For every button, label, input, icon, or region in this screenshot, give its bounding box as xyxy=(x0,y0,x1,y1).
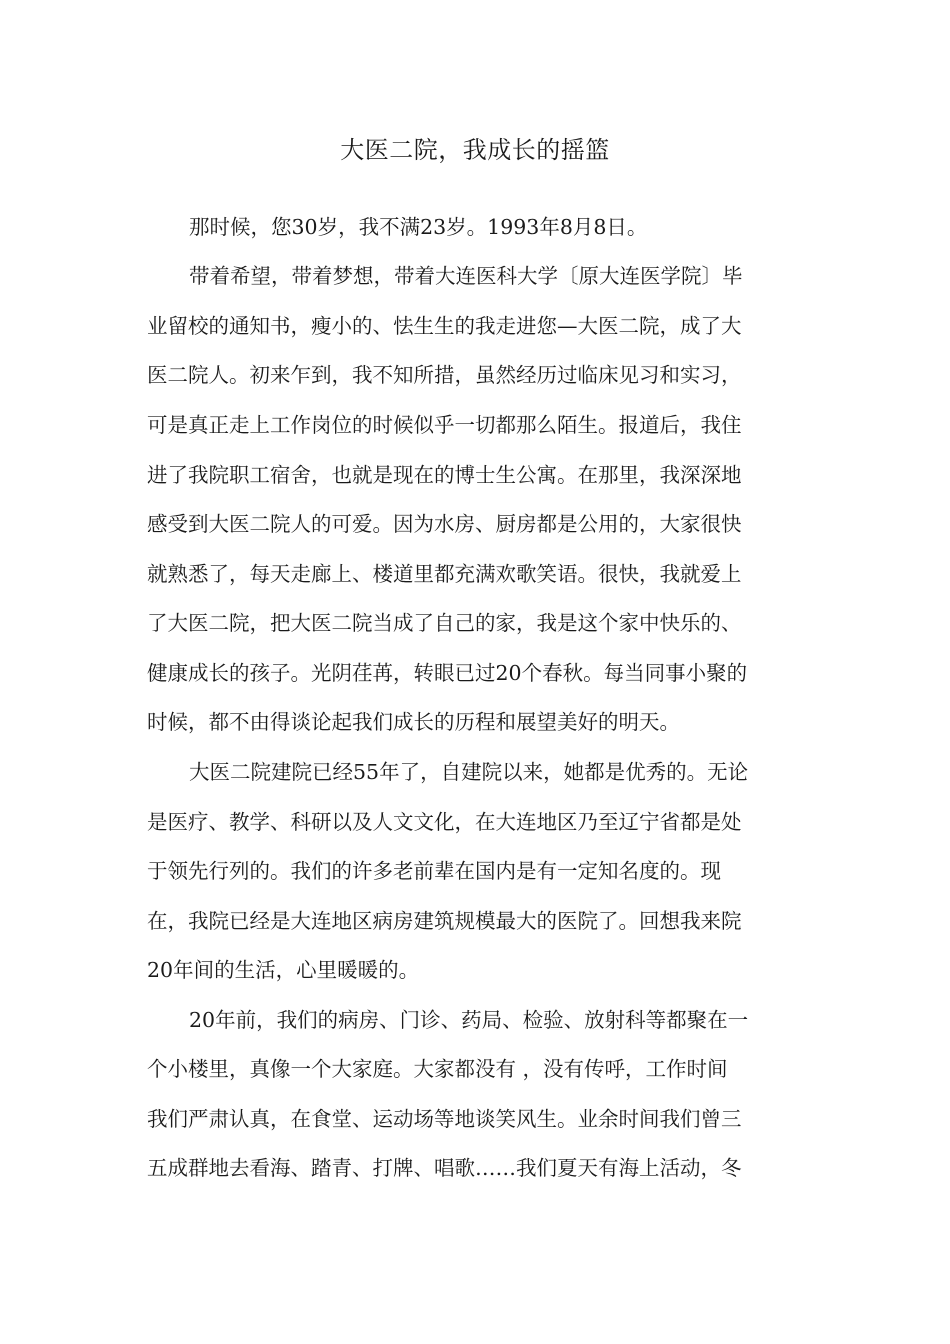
text-line: 可是真正走上工作岗位的时候似乎一切都那么陌生。报道后，我住 xyxy=(147,413,742,437)
text-line: 个小楼里，真像一个大家庭。大家都没有 ，没有传呼，工作时间 xyxy=(147,1057,728,1081)
text-line: 20年前，我们的病房、门诊、药局、检验、放射科等都聚在一 xyxy=(189,1008,749,1032)
text-line: 进了我院职工宿舍，也就是现在的博士生公寓。在那里，我深深地 xyxy=(147,463,742,487)
text-line: 20年间的生活，心里暖暖的。 xyxy=(147,958,420,982)
text-line: 就熟悉了，每天走廊上、楼道里都充满欢歌笑语。很快，我就爱上 xyxy=(147,562,742,586)
text-line: 了大医二院，把大医二院当成了自己的家，我是这个家中快乐的、 xyxy=(147,611,742,635)
text-line: 是医疗、教学、科研以及人文文化，在大连地区乃至辽宁省都是处 xyxy=(147,810,742,834)
text-line: 感受到大医二院人的可爱。因为水房、厨房都是公用的，大家很快 xyxy=(147,512,742,536)
text-line: 五成群地去看海、踏青、打牌、唱歌……我们夏天有海上活动，冬 xyxy=(147,1156,742,1180)
text-line: 我们严肃认真，在食堂、运动场等地谈笑风生。业余时间我们曾三 xyxy=(147,1107,742,1131)
text-line: 那时候，您30岁，我不满23岁。1993年8月8日。 xyxy=(189,215,648,239)
text-line: 于领先行列的。我们的许多老前辈在国内是有一定知名度的。现 xyxy=(147,859,721,883)
text-line: 健康成长的孩子。光阴荏苒，转眼已过20个春秋。每当同事小聚的 xyxy=(147,661,748,685)
text-line: 在，我院已经是大连地区病房建筑规模最大的医院了。回想我来院 xyxy=(147,909,742,933)
text-line: 医二院人。初来乍到，我不知所措，虽然经历过临床见习和实习， xyxy=(147,363,742,387)
text-line: 大医二院建院已经55年了，自建院以来，她都是优秀的。无论 xyxy=(189,760,749,784)
document-title: 大医二院，我成长的摇篮 xyxy=(340,136,610,164)
text-line: 时候，都不由得谈论起我们成长的历程和展望美好的明天。 xyxy=(147,710,680,734)
text-line: 带着希望，带着梦想，带着大连医科大学〔原大连医学院〕毕 xyxy=(189,264,743,288)
text-line: 业留校的通知书，瘦小的、怯生生的我走进您—大医二院，成了大 xyxy=(147,314,742,338)
